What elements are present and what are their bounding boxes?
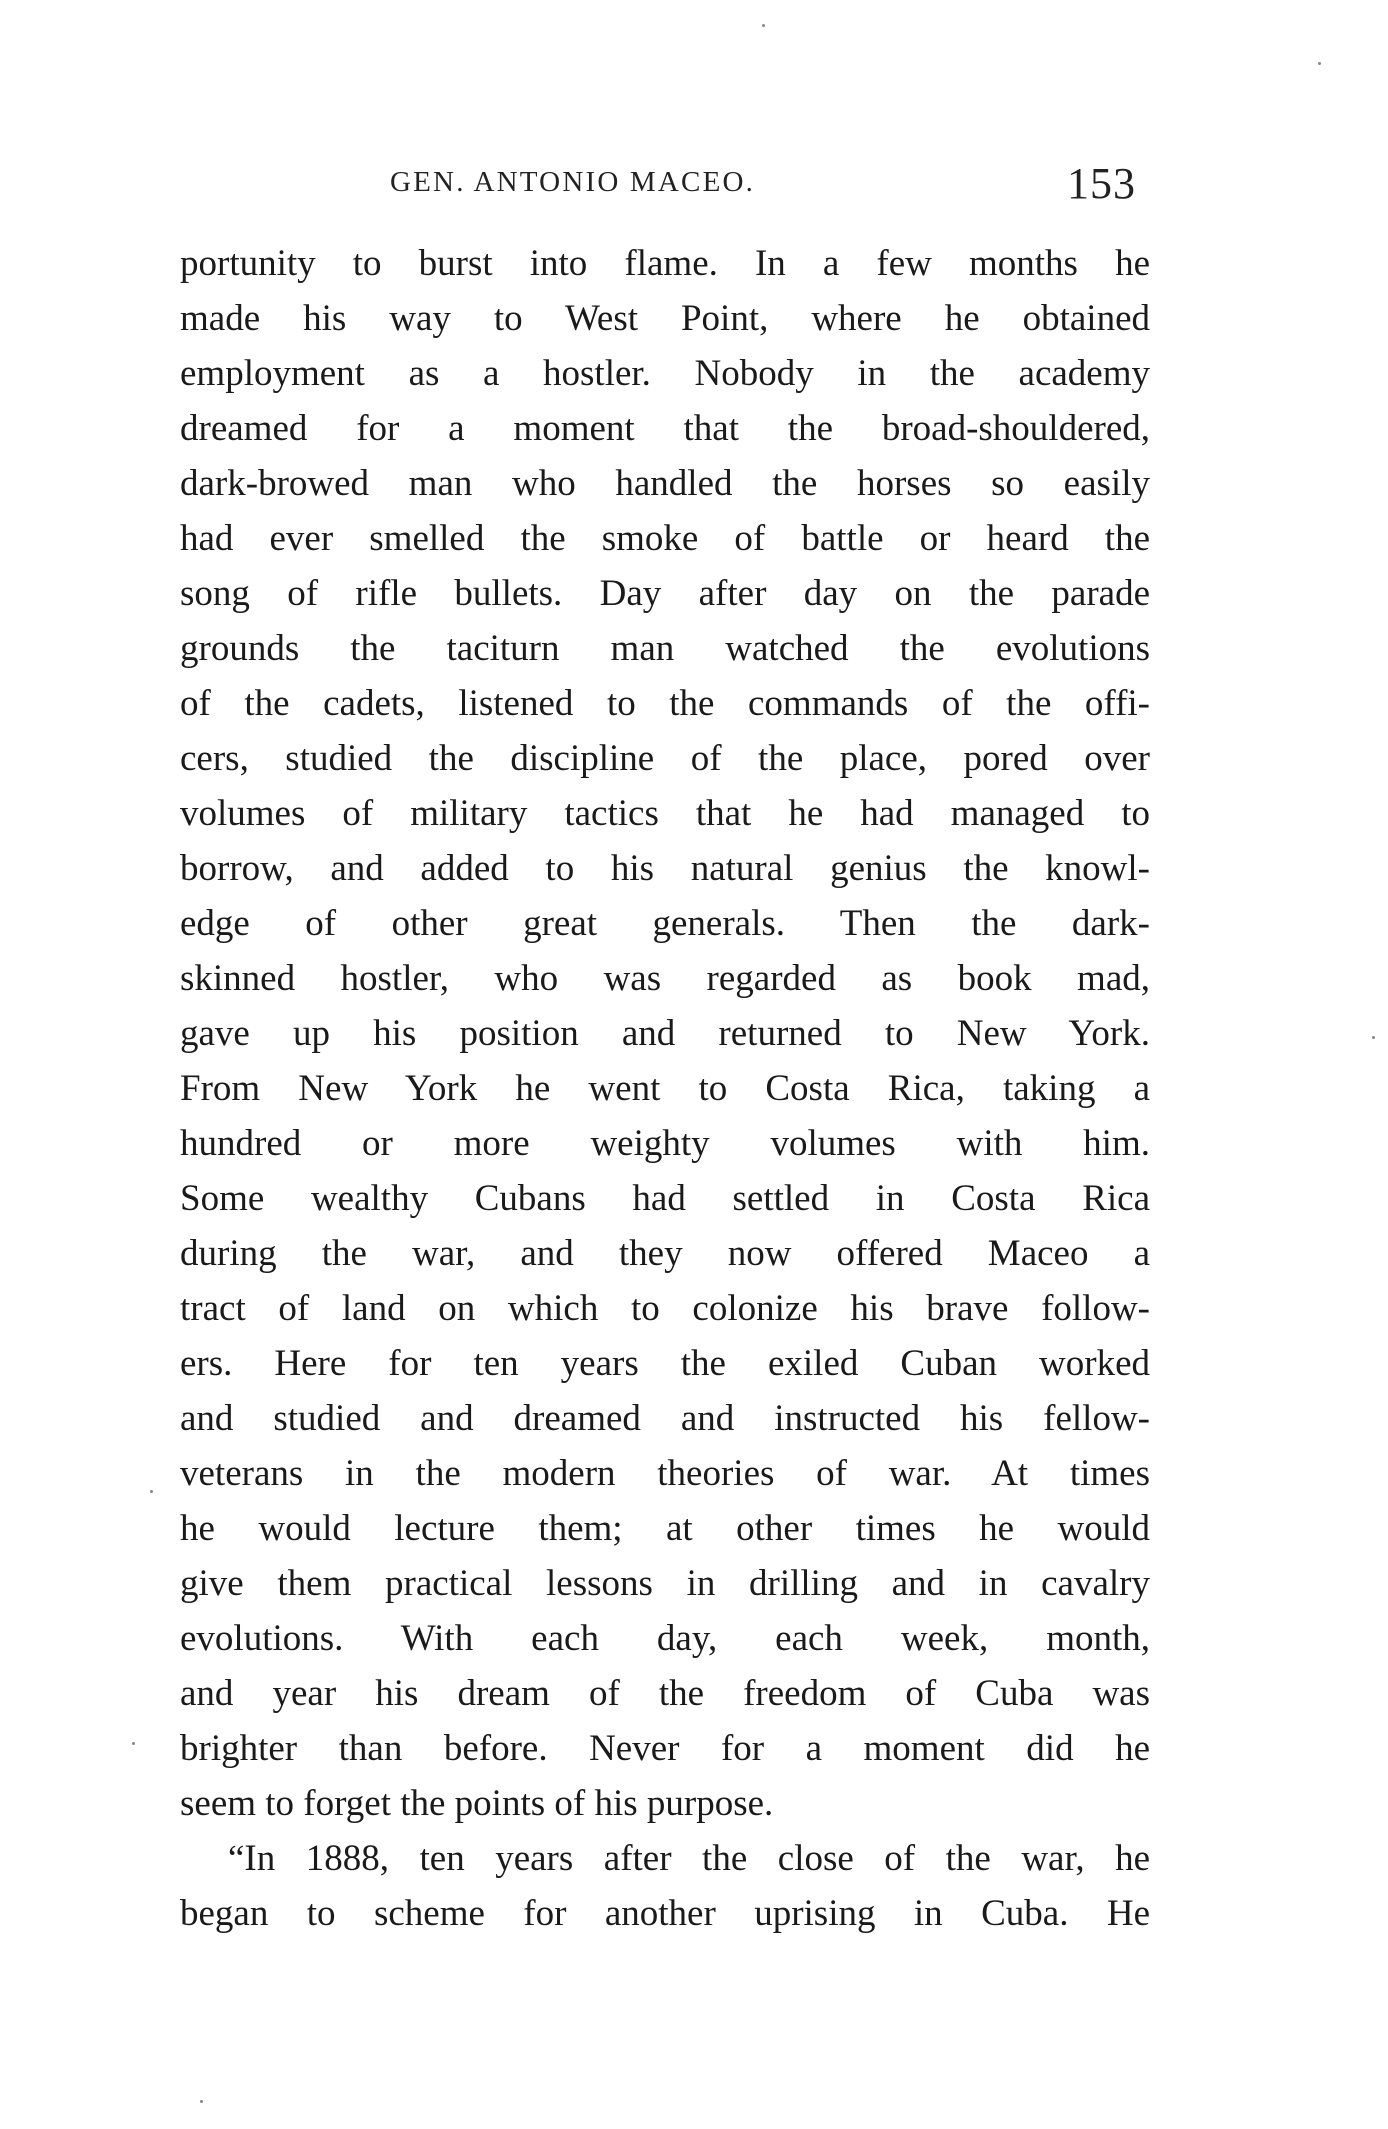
text-line: volumes of military tactics that he had managed to [180, 793, 1150, 834]
text-line: made his way to West Point, where he obtained [180, 298, 1150, 339]
text-line: From New York he went to Costa Rica, taking a [180, 1068, 1150, 1109]
text-line: give them practical lessons in drilling and in cavalry [180, 1563, 1150, 1604]
text-line: ers. Here for ten years the exiled Cuban worked [180, 1343, 1150, 1384]
text-line: and studied and dreamed and instructed his fellow- [180, 1398, 1150, 1439]
text-line: skinned hostler, who was regarded as book mad, [180, 958, 1150, 999]
text-line: he would lecture them; at other times he would [180, 1508, 1150, 1549]
text-line: “In 1888, ten years after the close of the war, he [228, 1838, 1150, 1879]
text-line: veterans in the modern theories of war. At times [180, 1453, 1150, 1494]
paper-speck [1372, 1036, 1375, 1039]
text-line: seem to forget the points of his purpose. [180, 1783, 774, 1824]
page-number: 153 [1067, 159, 1136, 208]
paper-speck [200, 2100, 203, 2103]
text-line: dark-browed man who handled the horses so easily [180, 463, 1150, 504]
text-line: and year his dream of the freedom of Cuba was [180, 1673, 1150, 1714]
text-line: dreamed for a moment that the broad-shouldered, [180, 408, 1150, 449]
text-line: during the war, and they now offered Maceo a [180, 1233, 1150, 1274]
paragraph-1 [180, 236, 1150, 1831]
text-line: Some wealthy Cubans had settled in Costa Rica [180, 1178, 1150, 1219]
text-line: portunity to burst into flame. In a few months he [180, 243, 1150, 284]
text-line: song of rifle bullets. Day after day on the parade [180, 573, 1150, 614]
text-line: of the cadets, listened to the commands of the offi- [180, 683, 1150, 724]
text-line: began to scheme for another uprising in Cuba. He [180, 1893, 1150, 1934]
text-line: evolutions. With each day, each week, month, [180, 1618, 1150, 1659]
text-line: gave up his position and returned to New York. [180, 1013, 1150, 1054]
running-head-title: GEN. ANTONIO MACEO. [390, 166, 756, 198]
text-line: hundred or more weighty volumes with him. [180, 1123, 1150, 1164]
paper-speck [762, 24, 765, 27]
text-line: had ever smelled the smoke of battle or heard the [180, 518, 1150, 559]
paper-speck [150, 1490, 153, 1493]
running-head [180, 158, 1150, 228]
text-line: borrow, and added to his natural genius the knowl- [180, 848, 1150, 889]
paper-speck [1318, 62, 1321, 65]
text-line: edge of other great generals. Then the dark- [180, 903, 1150, 944]
text-line: cers, studied the discipline of the place, pored over [180, 738, 1150, 779]
text-line: tract of land on which to colonize his brave follow- [180, 1288, 1150, 1329]
text-line: grounds the taciturn man watched the evolutions [180, 628, 1150, 669]
text-line: brighter than before. Never for a moment did he [180, 1728, 1150, 1769]
body-text [180, 236, 1150, 1941]
paper-speck [132, 1742, 135, 1745]
text-line: employment as a hostler. Nobody in the academy [180, 353, 1150, 394]
paragraph-2 [180, 1831, 1150, 1941]
